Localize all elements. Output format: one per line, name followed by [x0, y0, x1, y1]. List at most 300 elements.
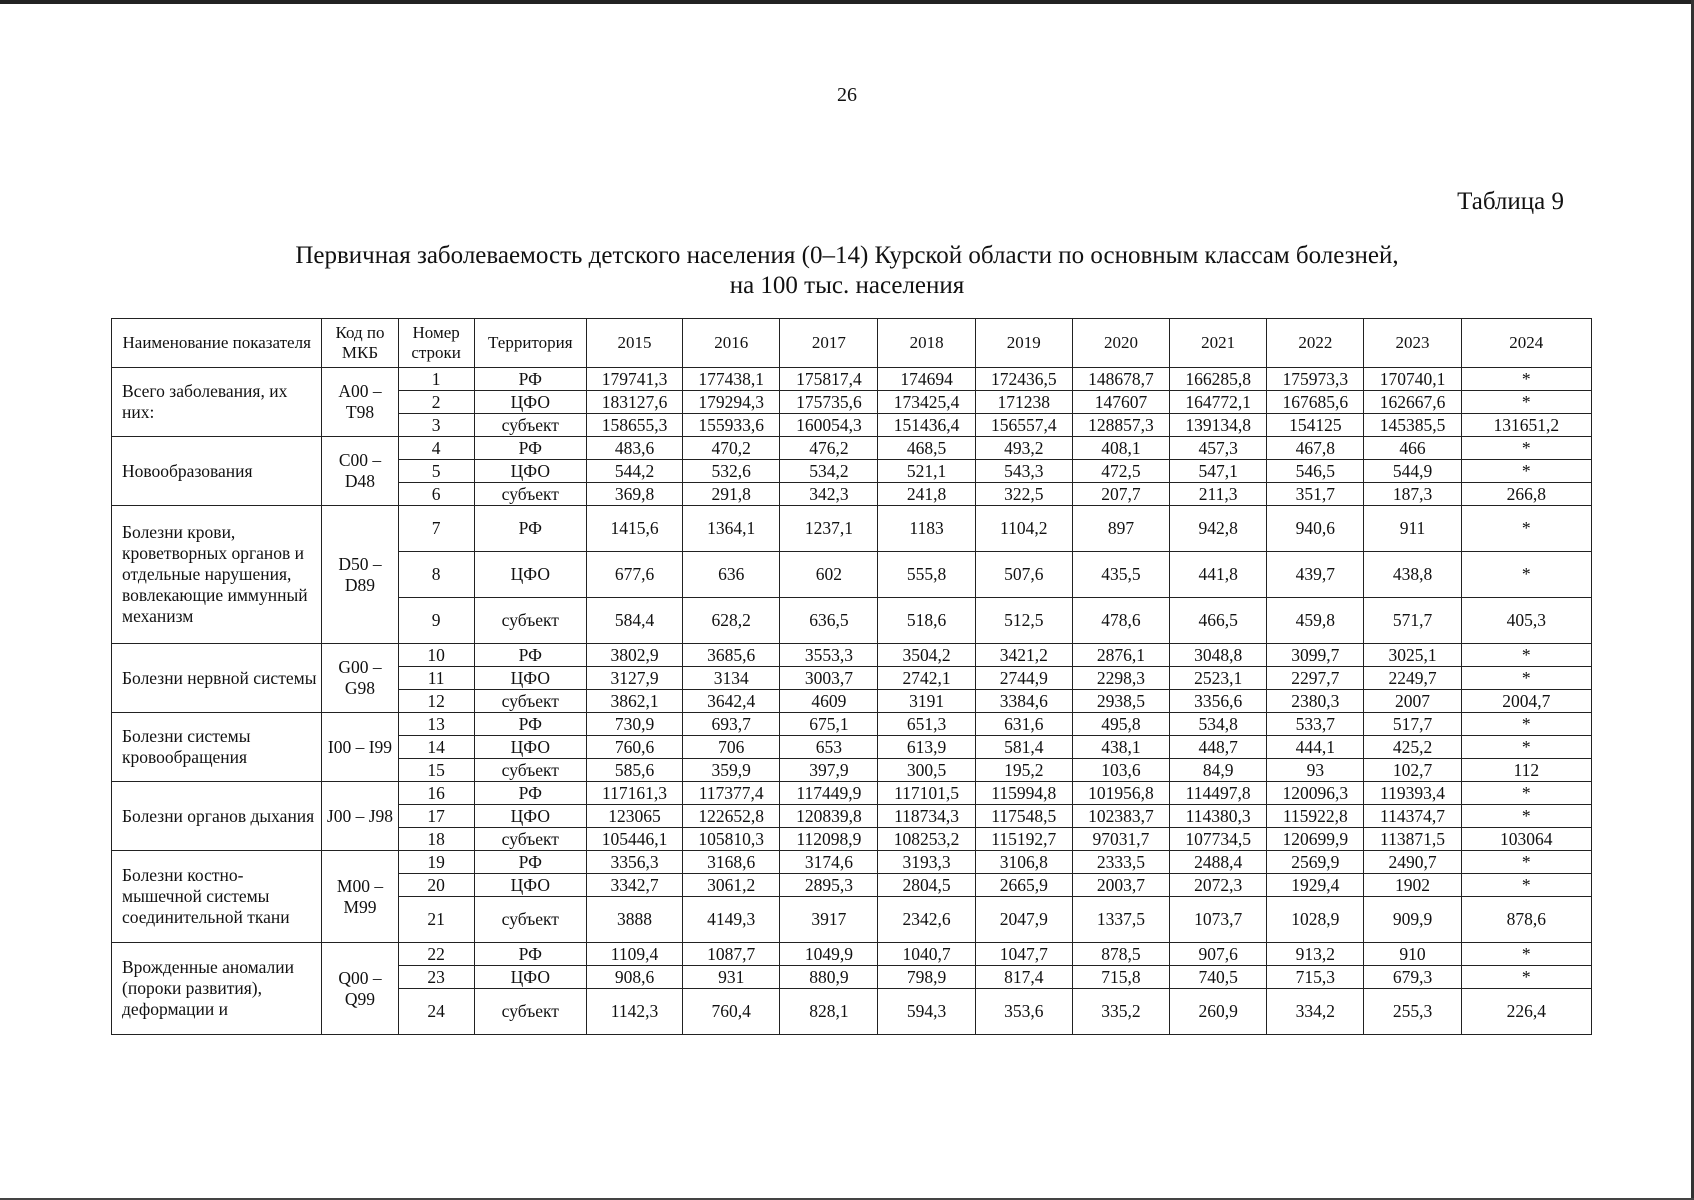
- value-cell: 448,7: [1170, 736, 1267, 759]
- value-cell: 828,1: [780, 989, 878, 1035]
- value-cell: 118734,3: [878, 805, 975, 828]
- value-cell: 534,8: [1170, 713, 1267, 736]
- value-cell: 3862,1: [586, 690, 682, 713]
- row-number: 4: [398, 437, 474, 460]
- territory: субъект: [474, 828, 586, 851]
- indicator-name: Болезни нервной системы: [112, 644, 322, 713]
- value-cell: 585,6: [586, 759, 682, 782]
- value-cell: 1364,1: [683, 506, 780, 552]
- value-cell: 122652,8: [683, 805, 780, 828]
- value-cell: 439,7: [1267, 552, 1364, 598]
- value-cell: 2804,5: [878, 874, 975, 897]
- value-cell: 679,3: [1364, 966, 1461, 989]
- value-cell: 760,4: [683, 989, 780, 1035]
- value-cell: 105810,3: [683, 828, 780, 851]
- value-cell: 342,3: [780, 483, 878, 506]
- territory: РФ: [474, 851, 586, 874]
- value-cell: 459,8: [1267, 598, 1364, 644]
- header-name: Наименование показателя: [112, 319, 322, 368]
- icd-code: D50 – D89: [322, 506, 398, 644]
- territory: ЦФО: [474, 874, 586, 897]
- value-cell: 260,9: [1170, 989, 1267, 1035]
- header-code: Код по МКБ: [322, 319, 398, 368]
- value-cell: 3917: [780, 897, 878, 943]
- value-cell: 2742,1: [878, 667, 975, 690]
- table-row: [112, 368, 1592, 391]
- value-cell: 97031,7: [1072, 828, 1169, 851]
- value-cell: 115192,7: [975, 828, 1072, 851]
- value-cell: 878,6: [1461, 897, 1591, 943]
- territory: ЦФО: [474, 805, 586, 828]
- value-cell: 107734,5: [1170, 828, 1267, 851]
- value-cell: 160054,3: [780, 414, 878, 437]
- indicator-name: Болезни системы кровообращения: [112, 713, 322, 782]
- value-cell: 103,6: [1072, 759, 1169, 782]
- value-cell: 369,8: [586, 483, 682, 506]
- value-cell: 3421,2: [975, 644, 1072, 667]
- value-cell: 425,2: [1364, 736, 1461, 759]
- header-year: 2015: [586, 319, 682, 368]
- value-cell: 351,7: [1267, 483, 1364, 506]
- value-cell: 3356,3: [586, 851, 682, 874]
- value-cell: 942,8: [1170, 506, 1267, 552]
- value-cell: 940,6: [1267, 506, 1364, 552]
- value-cell: 913,2: [1267, 943, 1364, 966]
- row-number: 17: [398, 805, 474, 828]
- value-cell: 472,5: [1072, 460, 1169, 483]
- icd-code: М00 – М99: [322, 851, 398, 943]
- row-number: 12: [398, 690, 474, 713]
- value-cell: 115922,8: [1267, 805, 1364, 828]
- value-cell: 179294,3: [683, 391, 780, 414]
- page-edge-top: [0, 0, 1694, 4]
- value-cell: 108253,2: [878, 828, 975, 851]
- value-cell: 594,3: [878, 989, 975, 1035]
- indicator-name: Болезни костно-мышечной системы соединительной ткани: [112, 851, 322, 943]
- header-year: 2022: [1267, 319, 1364, 368]
- value-cell: 466,5: [1170, 598, 1267, 644]
- territory: РФ: [474, 437, 586, 460]
- value-cell: 167685,6: [1267, 391, 1364, 414]
- table-row: [112, 644, 1592, 667]
- value-cell: 207,7: [1072, 483, 1169, 506]
- value-cell: 571,7: [1364, 598, 1461, 644]
- value-cell: 438,8: [1364, 552, 1461, 598]
- value-cell: 1183: [878, 506, 975, 552]
- value-cell: 1047,7: [975, 943, 1072, 966]
- territory: субъект: [474, 690, 586, 713]
- value-cell: 467,8: [1267, 437, 1364, 460]
- table-label: Таблица 9: [1457, 188, 1564, 215]
- value-cell: 653: [780, 736, 878, 759]
- territory: субъект: [474, 598, 586, 644]
- value-cell: 631,6: [975, 713, 1072, 736]
- value-cell: 155933,6: [683, 414, 780, 437]
- icd-code: А00 – Т98: [322, 368, 398, 437]
- value-cell: 544,9: [1364, 460, 1461, 483]
- value-cell: 543,3: [975, 460, 1072, 483]
- value-cell: 128857,3: [1072, 414, 1169, 437]
- value-cell: 3099,7: [1267, 644, 1364, 667]
- value-cell: 1337,5: [1072, 897, 1169, 943]
- value-cell: 518,6: [878, 598, 975, 644]
- value-cell: 507,6: [975, 552, 1072, 598]
- value-cell: 171238: [975, 391, 1072, 414]
- value-cell: 706: [683, 736, 780, 759]
- value-cell: 175735,6: [780, 391, 878, 414]
- value-cell: 438,1: [1072, 736, 1169, 759]
- value-cell: 148678,7: [1072, 368, 1169, 391]
- value-cell: 154125: [1267, 414, 1364, 437]
- value-cell: 120839,8: [780, 805, 878, 828]
- value-cell: 335,2: [1072, 989, 1169, 1035]
- table-title: [0, 241, 1694, 301]
- value-cell: 483,6: [586, 437, 682, 460]
- value-cell: 3888: [586, 897, 682, 943]
- value-cell: 2665,9: [975, 874, 1072, 897]
- value-cell: 715,3: [1267, 966, 1364, 989]
- value-cell: 613,9: [878, 736, 975, 759]
- value-cell: 555,8: [878, 552, 975, 598]
- value-cell: 628,2: [683, 598, 780, 644]
- row-number: 14: [398, 736, 474, 759]
- value-cell: 175973,3: [1267, 368, 1364, 391]
- value-cell: 435,5: [1072, 552, 1169, 598]
- table-row: [112, 437, 1592, 460]
- value-cell: 102383,7: [1072, 805, 1169, 828]
- value-cell: 170740,1: [1364, 368, 1461, 391]
- row-number: 11: [398, 667, 474, 690]
- value-cell: 466: [1364, 437, 1461, 460]
- value-cell: 3061,2: [683, 874, 780, 897]
- territory: ЦФО: [474, 736, 586, 759]
- value-cell: 2744,9: [975, 667, 1072, 690]
- value-cell: 3127,9: [586, 667, 682, 690]
- value-cell: 931: [683, 966, 780, 989]
- value-cell: 3191: [878, 690, 975, 713]
- value-cell: 817,4: [975, 966, 1072, 989]
- row-number: 15: [398, 759, 474, 782]
- value-cell: 1142,3: [586, 989, 682, 1035]
- title-line-2: на 100 тыс. населения: [729, 272, 965, 299]
- territory: РФ: [474, 644, 586, 667]
- value-cell: 1087,7: [683, 943, 780, 966]
- value-cell: 114497,8: [1170, 782, 1267, 805]
- icd-code: Q00 – Q99: [322, 943, 398, 1035]
- value-cell: 493,2: [975, 437, 1072, 460]
- value-cell: 2569,9: [1267, 851, 1364, 874]
- value-cell: 147607: [1072, 391, 1169, 414]
- territory: РФ: [474, 368, 586, 391]
- value-cell: 2876,1: [1072, 644, 1169, 667]
- territory: субъект: [474, 759, 586, 782]
- value-cell: 1073,7: [1170, 897, 1267, 943]
- value-cell: 151436,4: [878, 414, 975, 437]
- value-cell: 117101,5: [878, 782, 975, 805]
- value-cell: 3342,7: [586, 874, 682, 897]
- value-cell: 470,2: [683, 437, 780, 460]
- territory: ЦФО: [474, 552, 586, 598]
- value-cell: 495,8: [1072, 713, 1169, 736]
- value-cell: 117377,4: [683, 782, 780, 805]
- table-row: [112, 713, 1592, 736]
- territory: субъект: [474, 414, 586, 437]
- icd-code: I00 – I99: [322, 713, 398, 782]
- value-cell: 359,9: [683, 759, 780, 782]
- value-cell: 602: [780, 552, 878, 598]
- value-cell: 145385,5: [1364, 414, 1461, 437]
- value-cell: 300,5: [878, 759, 975, 782]
- value-cell: 1929,4: [1267, 874, 1364, 897]
- indicator-name: Болезни органов дыхания: [112, 782, 322, 851]
- value-cell: 266,8: [1461, 483, 1591, 506]
- row-number: 8: [398, 552, 474, 598]
- value-cell: 675,1: [780, 713, 878, 736]
- icd-code: С00 – D48: [322, 437, 398, 506]
- value-cell: 84,9: [1170, 759, 1267, 782]
- value-cell: 2342,6: [878, 897, 975, 943]
- territory: ЦФО: [474, 460, 586, 483]
- value-cell: 3802,9: [586, 644, 682, 667]
- value-cell: 1415,6: [586, 506, 682, 552]
- value-cell: 1028,9: [1267, 897, 1364, 943]
- territory: ЦФО: [474, 391, 586, 414]
- value-cell: 187,3: [1364, 483, 1461, 506]
- value-cell: 1040,7: [878, 943, 975, 966]
- value-cell: 532,6: [683, 460, 780, 483]
- header-row-number: Номер строки: [398, 319, 474, 368]
- morbidity-table: [111, 318, 1592, 1035]
- value-cell: 478,6: [1072, 598, 1169, 644]
- value-cell: 544,2: [586, 460, 682, 483]
- territory: субъект: [474, 897, 586, 943]
- value-cell: *: [1461, 943, 1591, 966]
- value-cell: 162667,6: [1364, 391, 1461, 414]
- value-cell: *: [1461, 782, 1591, 805]
- icd-code: J00 – J98: [322, 782, 398, 851]
- value-cell: 521,1: [878, 460, 975, 483]
- value-cell: 2895,3: [780, 874, 878, 897]
- value-cell: 512,5: [975, 598, 1072, 644]
- value-cell: 3106,8: [975, 851, 1072, 874]
- value-cell: *: [1461, 437, 1591, 460]
- value-cell: 2003,7: [1072, 874, 1169, 897]
- value-cell: 2333,5: [1072, 851, 1169, 874]
- value-cell: 897: [1072, 506, 1169, 552]
- territory: ЦФО: [474, 966, 586, 989]
- value-cell: 173425,4: [878, 391, 975, 414]
- row-number: 9: [398, 598, 474, 644]
- value-cell: *: [1461, 736, 1591, 759]
- value-cell: 581,4: [975, 736, 1072, 759]
- value-cell: 1237,1: [780, 506, 878, 552]
- value-cell: 3504,2: [878, 644, 975, 667]
- header-year: 2018: [878, 319, 975, 368]
- value-cell: 3174,6: [780, 851, 878, 874]
- value-cell: 2298,3: [1072, 667, 1169, 690]
- value-cell: 101956,8: [1072, 782, 1169, 805]
- value-cell: *: [1461, 460, 1591, 483]
- value-cell: 4609: [780, 690, 878, 713]
- row-number: 13: [398, 713, 474, 736]
- value-cell: 2297,7: [1267, 667, 1364, 690]
- value-cell: *: [1461, 391, 1591, 414]
- value-cell: *: [1461, 667, 1591, 690]
- value-cell: 115994,8: [975, 782, 1072, 805]
- value-cell: 1902: [1364, 874, 1461, 897]
- value-cell: 103064: [1461, 828, 1591, 851]
- value-cell: 113871,5: [1364, 828, 1461, 851]
- value-cell: 584,4: [586, 598, 682, 644]
- header-year: 2024: [1461, 319, 1591, 368]
- value-cell: 517,7: [1364, 713, 1461, 736]
- table-body: [112, 368, 1592, 1035]
- indicator-name: Всего заболевания, их них:: [112, 368, 322, 437]
- value-cell: 156557,4: [975, 414, 1072, 437]
- value-cell: 909,9: [1364, 897, 1461, 943]
- territory: РФ: [474, 943, 586, 966]
- row-number: 24: [398, 989, 474, 1035]
- row-number: 6: [398, 483, 474, 506]
- territory: РФ: [474, 506, 586, 552]
- value-cell: 164772,1: [1170, 391, 1267, 414]
- value-cell: 3553,3: [780, 644, 878, 667]
- value-cell: *: [1461, 368, 1591, 391]
- value-cell: 117449,9: [780, 782, 878, 805]
- value-cell: 3685,6: [683, 644, 780, 667]
- header-row: [112, 319, 1592, 368]
- table-row: [112, 506, 1592, 552]
- header-year: 2016: [683, 319, 780, 368]
- value-cell: 3168,6: [683, 851, 780, 874]
- value-cell: 907,6: [1170, 943, 1267, 966]
- value-cell: 533,7: [1267, 713, 1364, 736]
- value-cell: 408,1: [1072, 437, 1169, 460]
- territory: субъект: [474, 989, 586, 1035]
- value-cell: 119393,4: [1364, 782, 1461, 805]
- value-cell: 112098,9: [780, 828, 878, 851]
- value-cell: 546,5: [1267, 460, 1364, 483]
- value-cell: 1104,2: [975, 506, 1072, 552]
- value-cell: 158655,3: [586, 414, 682, 437]
- value-cell: *: [1461, 552, 1591, 598]
- row-number: 21: [398, 897, 474, 943]
- row-number: 16: [398, 782, 474, 805]
- header-year: 2019: [975, 319, 1072, 368]
- value-cell: 651,3: [878, 713, 975, 736]
- territory: субъект: [474, 483, 586, 506]
- value-cell: 172436,5: [975, 368, 1072, 391]
- value-cell: 444,1: [1267, 736, 1364, 759]
- value-cell: 693,7: [683, 713, 780, 736]
- value-cell: 112: [1461, 759, 1591, 782]
- table-row: [112, 782, 1592, 805]
- header-year: 2021: [1170, 319, 1267, 368]
- value-cell: 468,5: [878, 437, 975, 460]
- value-cell: 880,9: [780, 966, 878, 989]
- value-cell: *: [1461, 805, 1591, 828]
- value-cell: 405,3: [1461, 598, 1591, 644]
- value-cell: 166285,8: [1170, 368, 1267, 391]
- value-cell: *: [1461, 874, 1591, 897]
- value-cell: 3193,3: [878, 851, 975, 874]
- value-cell: 547,1: [1170, 460, 1267, 483]
- row-number: 22: [398, 943, 474, 966]
- value-cell: 2004,7: [1461, 690, 1591, 713]
- row-number: 10: [398, 644, 474, 667]
- row-number: 5: [398, 460, 474, 483]
- value-cell: 3356,6: [1170, 690, 1267, 713]
- indicator-name: Болезни крови, кроветворных органов и отдельные нарушения, вовлекающие иммунный механизм: [112, 506, 322, 644]
- value-cell: 3134: [683, 667, 780, 690]
- value-cell: 677,6: [586, 552, 682, 598]
- value-cell: 3642,4: [683, 690, 780, 713]
- value-cell: 715,8: [1072, 966, 1169, 989]
- value-cell: 291,8: [683, 483, 780, 506]
- value-cell: 397,9: [780, 759, 878, 782]
- row-number: 7: [398, 506, 474, 552]
- value-cell: 910: [1364, 943, 1461, 966]
- header-territory: Территория: [474, 319, 586, 368]
- value-cell: 636,5: [780, 598, 878, 644]
- value-cell: 183127,6: [586, 391, 682, 414]
- value-cell: 123065: [586, 805, 682, 828]
- value-cell: 195,2: [975, 759, 1072, 782]
- value-cell: 878,5: [1072, 943, 1169, 966]
- header-year: 2020: [1072, 319, 1169, 368]
- value-cell: 3384,6: [975, 690, 1072, 713]
- row-number: 1: [398, 368, 474, 391]
- value-cell: 2007: [1364, 690, 1461, 713]
- value-cell: 117161,3: [586, 782, 682, 805]
- row-number: 19: [398, 851, 474, 874]
- value-cell: 457,3: [1170, 437, 1267, 460]
- value-cell: 120699,9: [1267, 828, 1364, 851]
- page-number: 26: [837, 84, 857, 106]
- value-cell: 139134,8: [1170, 414, 1267, 437]
- value-cell: 353,6: [975, 989, 1072, 1035]
- value-cell: 908,6: [586, 966, 682, 989]
- table-row: [112, 943, 1592, 966]
- header-year: 2017: [780, 319, 878, 368]
- value-cell: 131651,2: [1461, 414, 1591, 437]
- value-cell: 334,2: [1267, 989, 1364, 1035]
- value-cell: 730,9: [586, 713, 682, 736]
- value-cell: 3025,1: [1364, 644, 1461, 667]
- value-cell: 636: [683, 552, 780, 598]
- icd-code: G00 – G98: [322, 644, 398, 713]
- value-cell: 760,6: [586, 736, 682, 759]
- value-cell: 102,7: [1364, 759, 1461, 782]
- value-cell: 241,8: [878, 483, 975, 506]
- value-cell: 117548,5: [975, 805, 1072, 828]
- value-cell: 114374,7: [1364, 805, 1461, 828]
- indicator-name: Врожденные аномалии (пороки развития), деформации и: [112, 943, 322, 1035]
- value-cell: *: [1461, 851, 1591, 874]
- value-cell: 441,8: [1170, 552, 1267, 598]
- value-cell: 2380,3: [1267, 690, 1364, 713]
- row-number: 23: [398, 966, 474, 989]
- value-cell: 911: [1364, 506, 1461, 552]
- value-cell: 93: [1267, 759, 1364, 782]
- value-cell: 476,2: [780, 437, 878, 460]
- table-row: [112, 851, 1592, 874]
- value-cell: 177438,1: [683, 368, 780, 391]
- value-cell: 105446,1: [586, 828, 682, 851]
- value-cell: 798,9: [878, 966, 975, 989]
- row-number: 20: [398, 874, 474, 897]
- value-cell: 322,5: [975, 483, 1072, 506]
